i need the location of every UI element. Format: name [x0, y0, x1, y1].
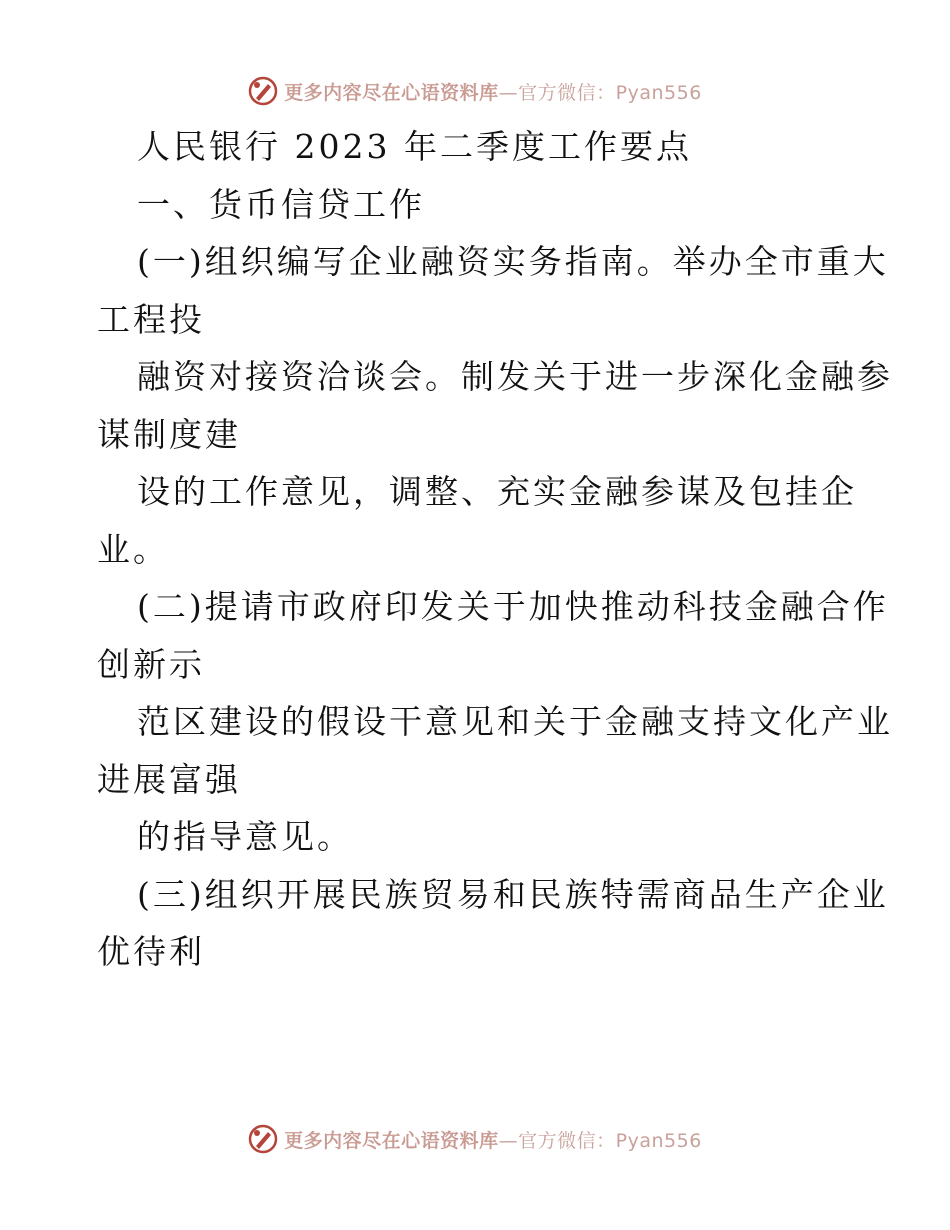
text-line: (二)提请市政府印发关于加快推动科技金融合作 [137, 587, 889, 626]
text-line: 创新示 [97, 644, 205, 684]
watermark-text [284, 78, 702, 105]
document-body [97, 118, 893, 981]
watermark-header [0, 74, 950, 108]
text-line: 一、货币信贷工作 [137, 184, 425, 224]
text-line: 设的工作意见，调整、充实金融参谋及包挂企 [137, 472, 857, 511]
watermark-brand: 更多内容尽在心语资料库 [284, 1129, 499, 1152]
watermark-contact: —官方微信：Pyan556 [498, 1129, 702, 1152]
text-line: 的指导意见。 [137, 817, 353, 856]
text-line: 业。 [97, 529, 169, 569]
pen-logo-icon [248, 76, 278, 106]
text-line: 融资对接资洽谈会。制发关于进一步深化金融参 [137, 357, 893, 396]
text-line: (一)组织编写企业融资实务指南。举办全市重大 [137, 242, 889, 281]
text-line: 范区建设的假设干意见和关于金融支持文化产业 [137, 702, 893, 741]
watermark-footer [0, 1122, 950, 1156]
text-line: 优待利 [97, 932, 205, 971]
watermark-text [284, 1126, 702, 1153]
text-line: 进展富强 [97, 759, 241, 799]
text-line: 人民银行 2023 年二季度工作要点 [137, 127, 692, 166]
text-line: 工程投 [97, 299, 205, 339]
watermark-contact: —官方微信：Pyan556 [498, 81, 702, 104]
text-line: (三)组织开展民族贸易和民族特需商品生产企业 [137, 874, 889, 914]
pen-logo-icon [248, 1124, 278, 1154]
text-line: 谋制度建 [97, 414, 241, 454]
watermark-brand: 更多内容尽在心语资料库 [284, 81, 499, 104]
